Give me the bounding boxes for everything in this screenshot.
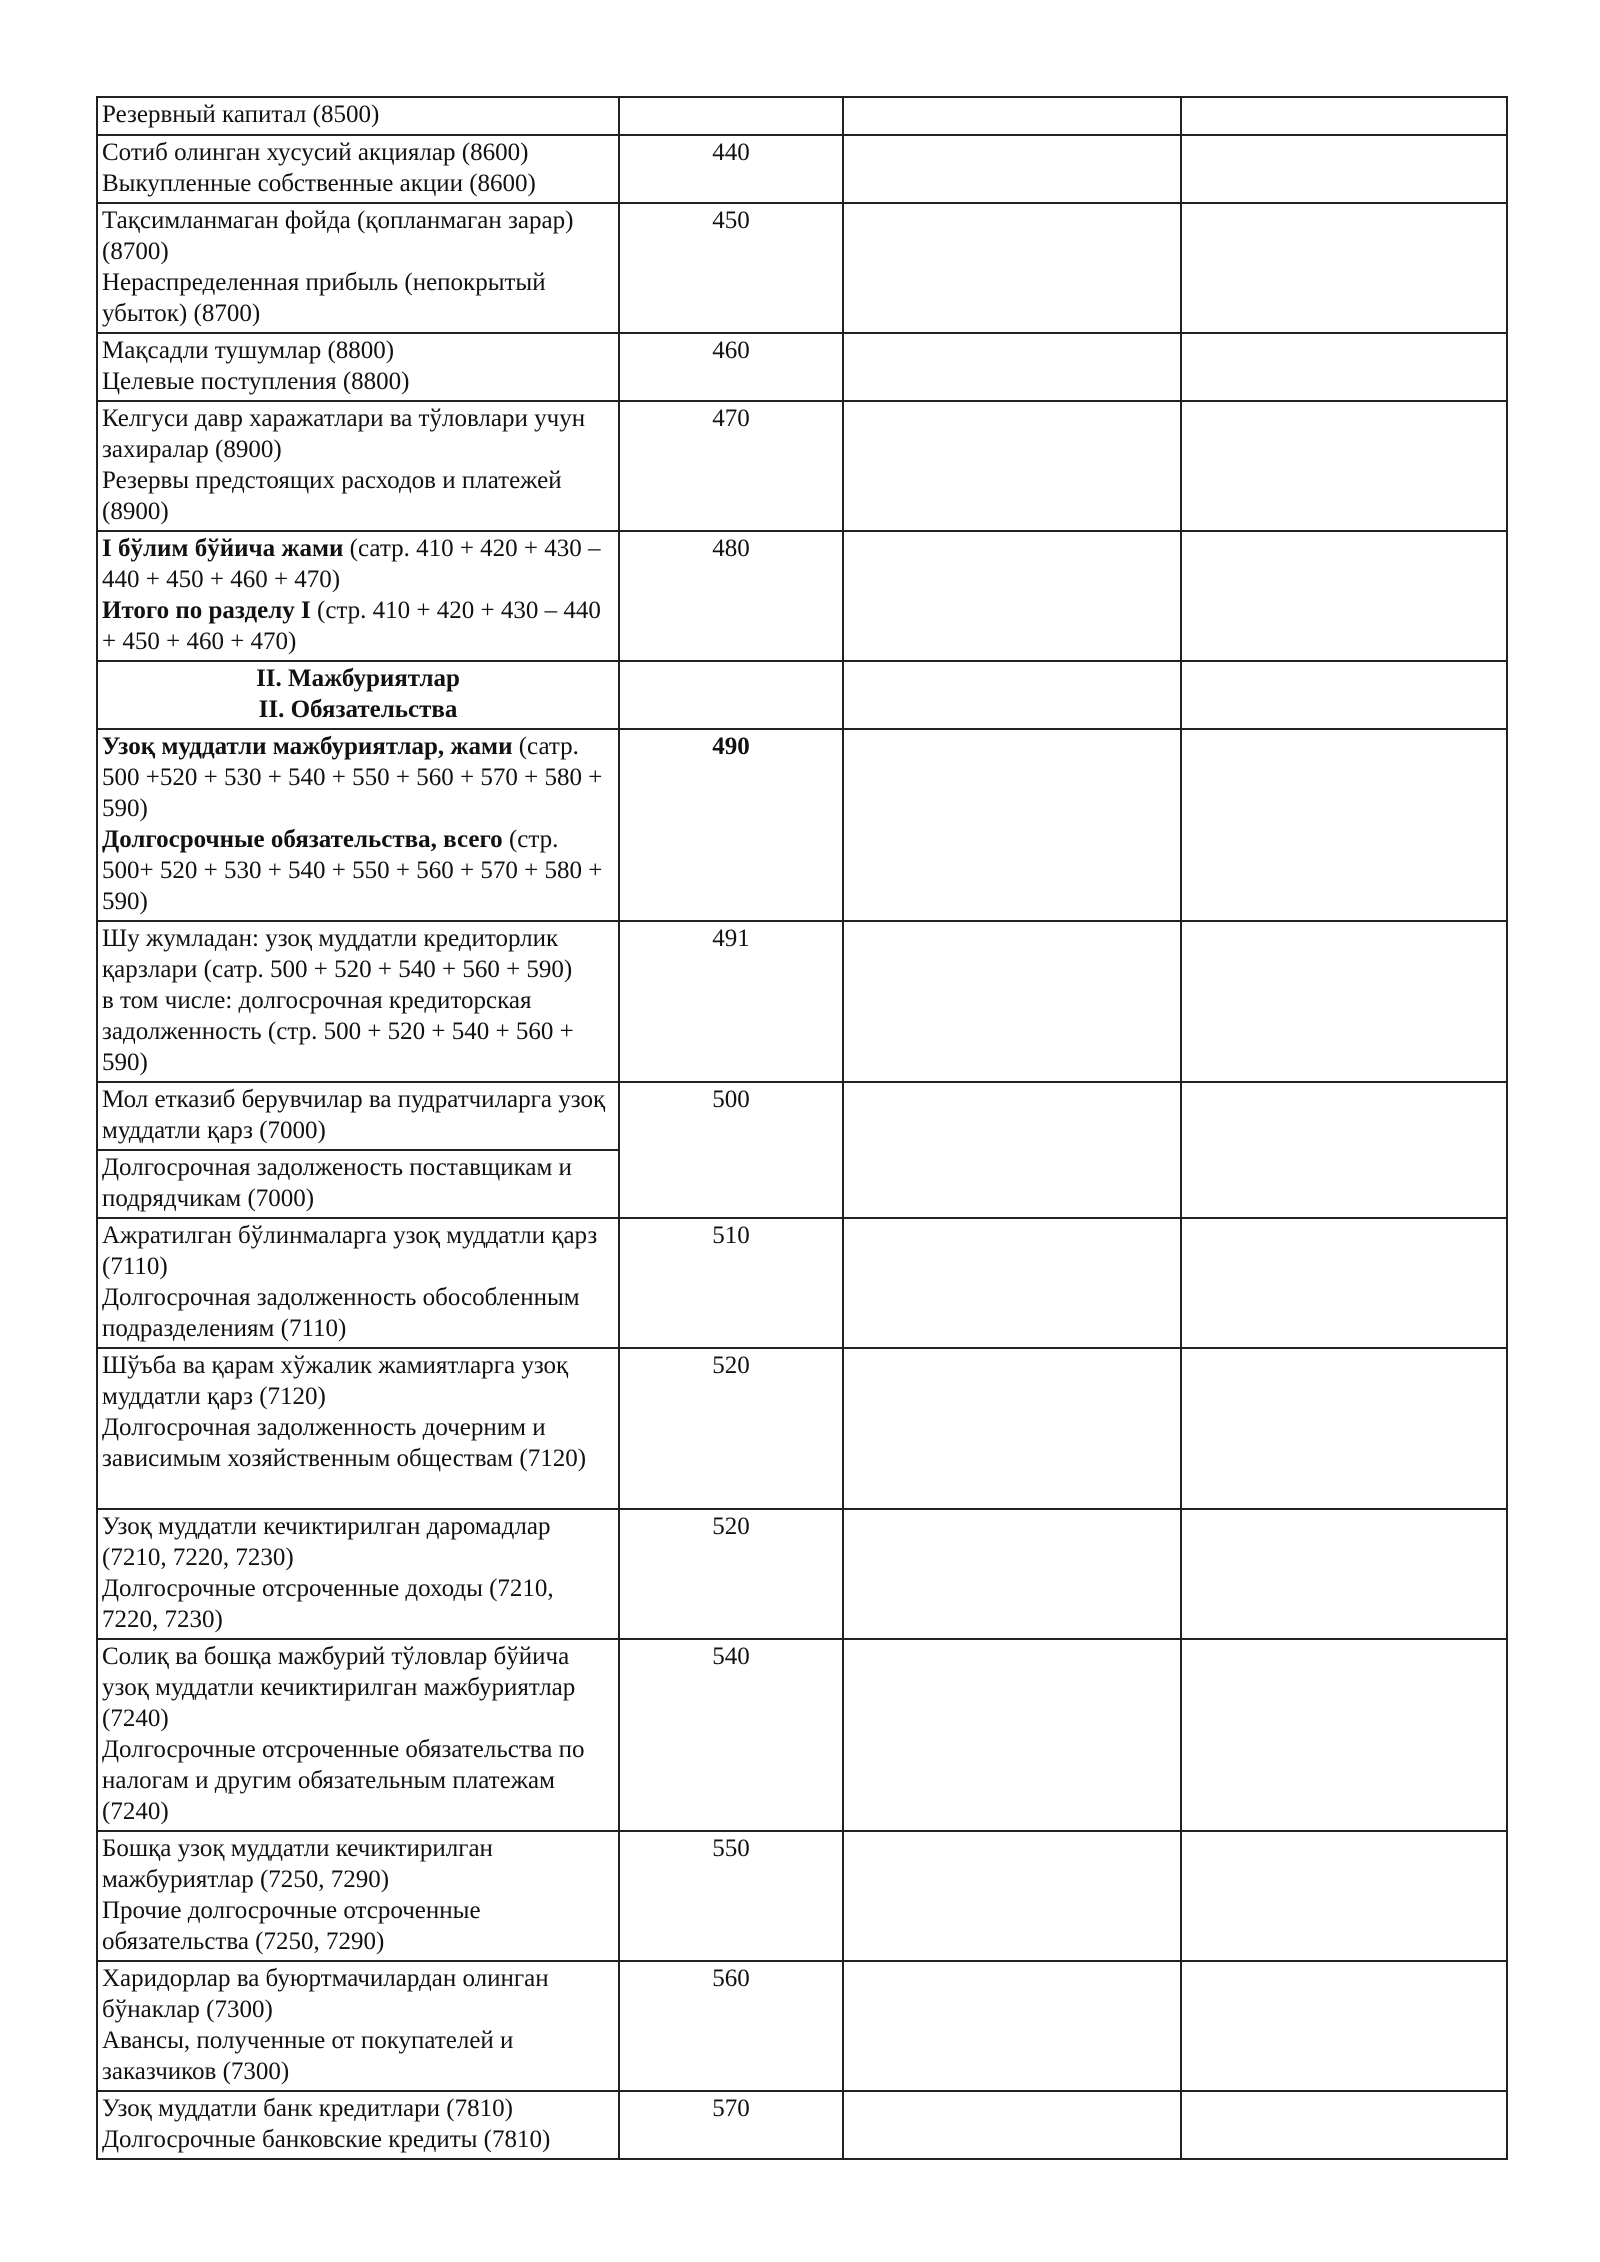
value-cell-end: [1181, 333, 1507, 401]
table-row: [97, 401, 1507, 531]
value-cell-start: [843, 1348, 1181, 1509]
row-label-uz: [102, 731, 614, 824]
row-label-ru-bold: Итого по разделу I: [102, 597, 311, 624]
row-label-uz: Мақсадли тушумлар (8800): [102, 337, 395, 364]
row-label-ru: Нераспределенная прибыль (непокрытый убыток) (8700): [102, 269, 546, 327]
table-row: [97, 1348, 1507, 1509]
value-cell-end: [1181, 1639, 1507, 1831]
value-cell-end: [1181, 729, 1507, 921]
value-cell-end: [1181, 661, 1507, 729]
value-cell-start: [843, 203, 1181, 333]
value-cell-end: [1181, 1961, 1507, 2091]
row-label-ru: Долгосрочная задолженость поставщикам и подрядчикам (7000): [102, 1154, 572, 1212]
row-code: 540: [619, 1639, 843, 1831]
row-label: [97, 401, 619, 531]
row-label: [97, 203, 619, 333]
row-label-ru: Резервы предстоящих расходов и платежей (8900): [102, 467, 562, 525]
value-cell-start: [843, 1082, 1181, 1218]
table-row: [97, 1509, 1507, 1639]
row-label-ru-rest: (стр. 410 + 420 + 430 – 440 + 450 + 460 + 470): [102, 597, 601, 655]
row-label-ru-bold: Долгосрочные обязательства, всего: [102, 826, 503, 853]
row-code: 520: [619, 1509, 843, 1639]
row-label: [97, 1082, 619, 1150]
row-label: [97, 1831, 619, 1961]
row-label-ru: Прочие долгосрочные отсроченные обязательства (7250, 7290): [102, 1897, 481, 1955]
row-code: 490: [619, 729, 843, 921]
table-row: [97, 1082, 1507, 1150]
row-label-uz: Шу жумладан: узоқ муддатли кредиторлик қарзлари (сатр. 500 + 520 + 540 + 560 + 590): [102, 925, 573, 983]
balance-sheet-table: [96, 96, 1508, 2160]
value-cell-start: [843, 531, 1181, 661]
row-label: [97, 921, 619, 1082]
row-label-ru: Долгосрочные отсроченные обязательства по налогам и другим обязательным платежам (7240): [102, 1736, 585, 1825]
row-label-uz-rest: (сатр. 500 +520 + 530 + 540 + 550 + 560 + 570 + 580 + 590): [102, 733, 603, 822]
value-cell-end: [1181, 203, 1507, 333]
row-label-uz: Келгуси давр харажатлари ва тўловлари учун захиралар (8900): [102, 405, 586, 463]
row-label-ru: Долгосрочные отсроченные доходы (7210, 7220, 7230): [102, 1575, 554, 1633]
row-label-ru: [102, 595, 614, 657]
row-label-uz: Харидорлар ва буюртмачилардан олинган бўнаклар (7300): [102, 1965, 549, 2023]
row-label-ru: Авансы, полученные от покупателей и заказчиков (7300): [102, 2027, 514, 2085]
value-cell-start: [843, 333, 1181, 401]
section-title: [97, 661, 619, 729]
balance-sheet-page: [96, 96, 1506, 2160]
row-label-uz: Сотиб олинган хусусий акциялар (8600): [102, 139, 529, 166]
table-row: [97, 333, 1507, 401]
row-label-ru: Целевые поступления (8800): [102, 368, 410, 395]
table-row: [97, 729, 1507, 921]
value-cell-end: [1181, 1348, 1507, 1509]
table-row: [97, 1218, 1507, 1348]
section-title-uz: II. Мажбуриятлар: [256, 665, 460, 692]
value-cell-end: [1181, 1509, 1507, 1639]
value-cell-start: [843, 1831, 1181, 1961]
value-cell-start: [843, 2091, 1181, 2159]
row-label-uz: Мол етказиб берувчилар ва пудратчиларга узоқ муддатли қарз (7000): [102, 1086, 606, 1144]
row-label-uz: Узоқ муддатли банк кредитлари (7810): [102, 2095, 513, 2122]
row-label: [97, 135, 619, 203]
row-code: 560: [619, 1961, 843, 2091]
section-header-row: [97, 661, 1507, 729]
row-label-uz: Ажратилган бўлинмаларга узоқ муддатли қарз (7110): [102, 1222, 598, 1280]
value-cell-start: [843, 97, 1181, 135]
row-code: 440: [619, 135, 843, 203]
row-code: 500: [619, 1082, 843, 1218]
row-label: [97, 1639, 619, 1831]
table-row: [97, 1831, 1507, 1961]
row-label-uz: [102, 533, 614, 595]
row-code: 520: [619, 1348, 843, 1509]
row-label: [97, 333, 619, 401]
row-label-ru: Выкупленные собственные акции (8600): [102, 170, 536, 197]
value-cell-end: [1181, 2091, 1507, 2159]
value-cell-end: [1181, 1082, 1507, 1218]
value-cell-end: [1181, 135, 1507, 203]
row-code: [619, 661, 843, 729]
row-code: 460: [619, 333, 843, 401]
row-label: [97, 531, 619, 661]
row-label-uz: Узоқ муддатли кечиктирилган даромадлар (7210, 7220, 7230): [102, 1513, 551, 1571]
value-cell-end: [1181, 401, 1507, 531]
row-label: [97, 1150, 619, 1218]
row-label: [97, 729, 619, 921]
row-label-ru-rest: (стр. 500+ 520 + 530 + 540 + 550 + 560 + 570 + 580 + 590): [102, 826, 603, 915]
row-label: [97, 1348, 619, 1509]
row-code: 550: [619, 1831, 843, 1961]
table-row: [97, 531, 1507, 661]
section-title-ru: II. Обязательства: [258, 696, 458, 723]
row-label: [97, 1961, 619, 2091]
row-label: [97, 1509, 619, 1639]
value-cell-start: [843, 921, 1181, 1082]
table-row: [97, 97, 1507, 135]
row-label-ru: [102, 824, 614, 917]
row-label-uz-rest: (сатр. 410 + 420 + 430 – 440 + 450 + 460 + 470): [102, 535, 601, 593]
row-code: 510: [619, 1218, 843, 1348]
row-label-uz: Тақсимланмаган фойда (қопланмаган зарар) (8700): [102, 207, 574, 265]
value-cell-start: [843, 729, 1181, 921]
row-label-uz-bold: Узоқ муддатли мажбуриятлар, жами: [102, 733, 513, 760]
row-label-uz: Шўъба ва қарам хўжалик жамиятларга узоқ муддатли қарз (7120): [102, 1352, 569, 1410]
row-label-uz: Солиқ ва бошқа мажбурий тўловлар бўйича узоқ муддатли кечиктирилган мажбуриятлар (7240): [102, 1643, 576, 1732]
table-row: [97, 921, 1507, 1082]
table-row: [97, 1961, 1507, 2091]
value-cell-end: [1181, 921, 1507, 1082]
row-code: 570: [619, 2091, 843, 2159]
row-code: 491: [619, 921, 843, 1082]
table-row: [97, 1639, 1507, 1831]
value-cell-end: [1181, 97, 1507, 135]
row-label-ru: Долгосрочная задолженность обособленным подразделениям (7110): [102, 1284, 580, 1342]
table-row: [97, 2091, 1507, 2159]
value-cell-end: [1181, 531, 1507, 661]
row-label: [97, 97, 619, 135]
value-cell-start: [843, 401, 1181, 531]
value-cell-start: [843, 661, 1181, 729]
row-code: [619, 97, 843, 135]
row-label-ru: в том числе: долгосрочная кредиторская задолженность (стр. 500 + 520 + 540 + 560 + 590): [102, 987, 574, 1076]
value-cell-start: [843, 1961, 1181, 2091]
row-label: [97, 1218, 619, 1348]
table-row: [97, 135, 1507, 203]
value-cell-start: [843, 135, 1181, 203]
value-cell-start: [843, 1509, 1181, 1639]
row-label-ru: Долгосрочная задолженность дочерним и зависимым хозяйственным обществам (7120): [102, 1414, 587, 1472]
value-cell-end: [1181, 1831, 1507, 1961]
row-label-uz-bold: I бўлим бўйича жами: [102, 535, 344, 562]
value-cell-start: [843, 1218, 1181, 1348]
row-label: [97, 2091, 619, 2159]
table-row: [97, 203, 1507, 333]
row-code: 450: [619, 203, 843, 333]
row-label-uz: Бошқа узоқ муддатли кечиктирилган мажбуриятлар (7250, 7290): [102, 1835, 493, 1893]
value-cell-end: [1181, 1218, 1507, 1348]
row-code: 480: [619, 531, 843, 661]
row-label-uz: Резервный капитал (8500): [102, 101, 380, 128]
row-code: 470: [619, 401, 843, 531]
row-label-ru: Долгосрочные банковские кредиты (7810): [102, 2126, 551, 2153]
value-cell-start: [843, 1639, 1181, 1831]
